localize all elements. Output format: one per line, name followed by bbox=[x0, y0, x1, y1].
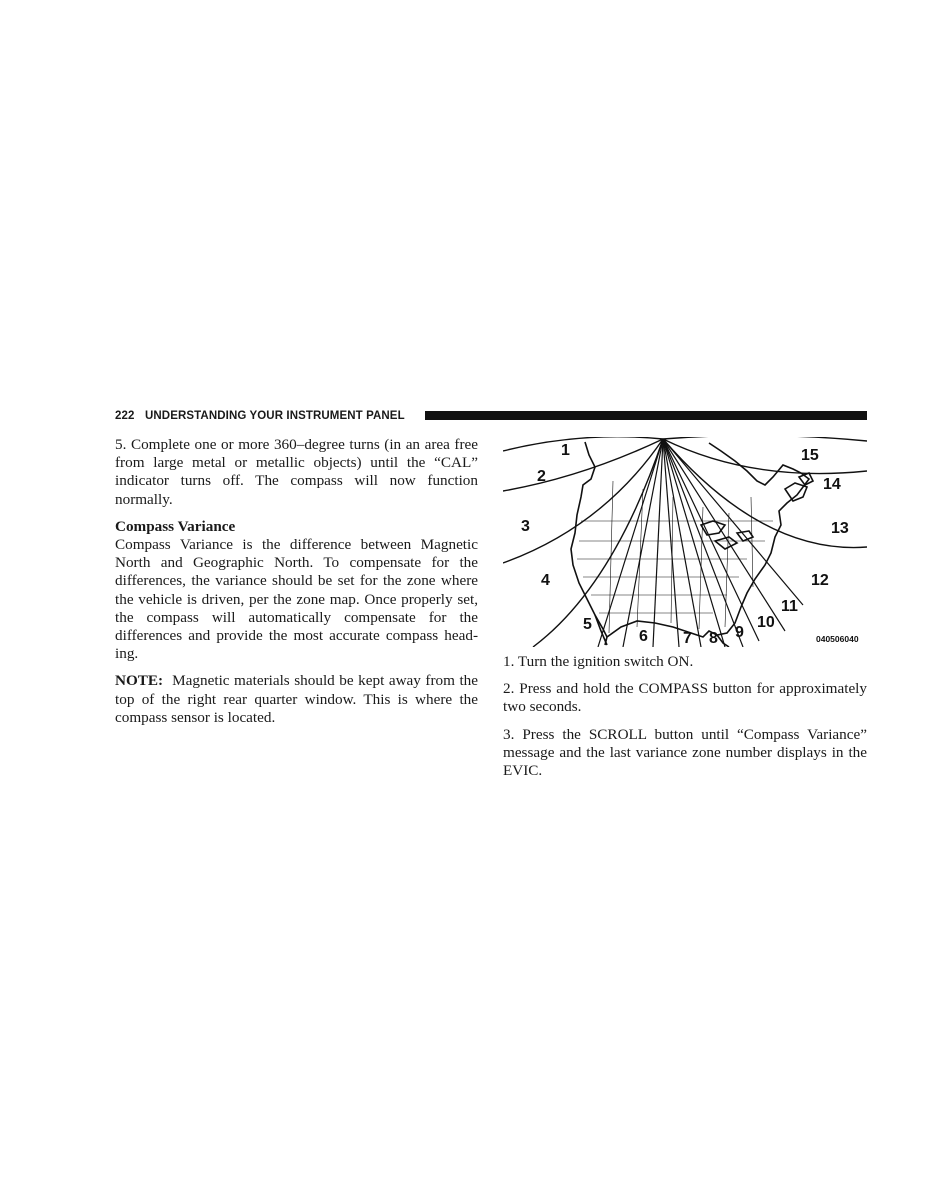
left-column bbox=[115, 436, 478, 727]
zone-label-12: 12 bbox=[811, 572, 829, 589]
zone-label-3: 3 bbox=[521, 518, 530, 535]
zone-label-14: 14 bbox=[823, 476, 841, 493]
zone-ray bbox=[663, 439, 743, 647]
zone-curve-1 bbox=[503, 437, 663, 451]
zone-map-svg bbox=[503, 437, 867, 647]
zone-label-10: 10 bbox=[757, 614, 775, 631]
compass-zone-map bbox=[503, 437, 867, 647]
compass-variance-heading: Compass Variance bbox=[115, 517, 236, 535]
zone-curve-14 bbox=[663, 439, 867, 474]
zone-curve-15 bbox=[663, 437, 867, 441]
zone-label-8: 8 bbox=[709, 630, 718, 647]
zone-label-5: 5 bbox=[583, 616, 592, 633]
zone-ray bbox=[663, 439, 785, 631]
zone-label-7: 7 bbox=[683, 630, 692, 647]
zone-label-11: 11 bbox=[781, 598, 798, 615]
maritimes-outline bbox=[785, 483, 807, 501]
note-label: NOTE: bbox=[115, 672, 164, 690]
note-paragraph bbox=[115, 672, 478, 727]
zone-ray bbox=[663, 439, 701, 647]
page-header bbox=[115, 409, 867, 423]
zone-label-13: 13 bbox=[831, 520, 849, 537]
baja-outline bbox=[595, 615, 607, 645]
zone-label-1: 1 bbox=[561, 442, 570, 459]
section-title: UNDERSTANDING YOUR INSTRUMENT PANEL bbox=[145, 410, 405, 422]
zone-ray bbox=[653, 439, 663, 647]
zone-label-6: 6 bbox=[639, 628, 648, 645]
header-rule bbox=[425, 411, 867, 420]
zone-label-15: 15 bbox=[801, 447, 819, 464]
step-1: 1. Turn the ignition switch ON. bbox=[503, 653, 694, 670]
zone-label-9: 9 bbox=[735, 624, 744, 641]
figure-code: 040506040 bbox=[816, 634, 859, 644]
step-3: 3. Press the SCROLL button until “Compass Variance” message and the last variance zone number displays in the EVIC. bbox=[503, 725, 867, 780]
zone-label-2: 2 bbox=[537, 468, 546, 485]
zone-ray bbox=[598, 439, 663, 647]
page-number: 222 bbox=[115, 410, 135, 422]
zone-label-4: 4 bbox=[541, 572, 550, 589]
zone-ray bbox=[623, 439, 663, 647]
compass-variance-body: Compass Variance is the difference between Magnetic North and Geographic North. To compensate for the differences, the variance should be set for the zone where the vehicle is driven, per the zone map. Once properly set, the compass will automatically compensate for the differences and provide the most accurate compass heading. bbox=[115, 536, 478, 663]
agonic-curves bbox=[503, 437, 867, 647]
zone-curve-2 bbox=[503, 439, 663, 491]
step-5: 5. Complete one or more 360–degree turns (in an area free from large metal or metallic objects) until the “CAL” indicator turns off. The compass will now function normally. bbox=[115, 436, 478, 508]
step-2: 2. Press and hold the COMPASS button for approximately two seconds. bbox=[503, 680, 867, 716]
note-text: Magnetic materials should be kept away from the top of the right rear quarter window. This is where the compass sensor is located. bbox=[115, 672, 479, 726]
right-column bbox=[503, 653, 867, 780]
